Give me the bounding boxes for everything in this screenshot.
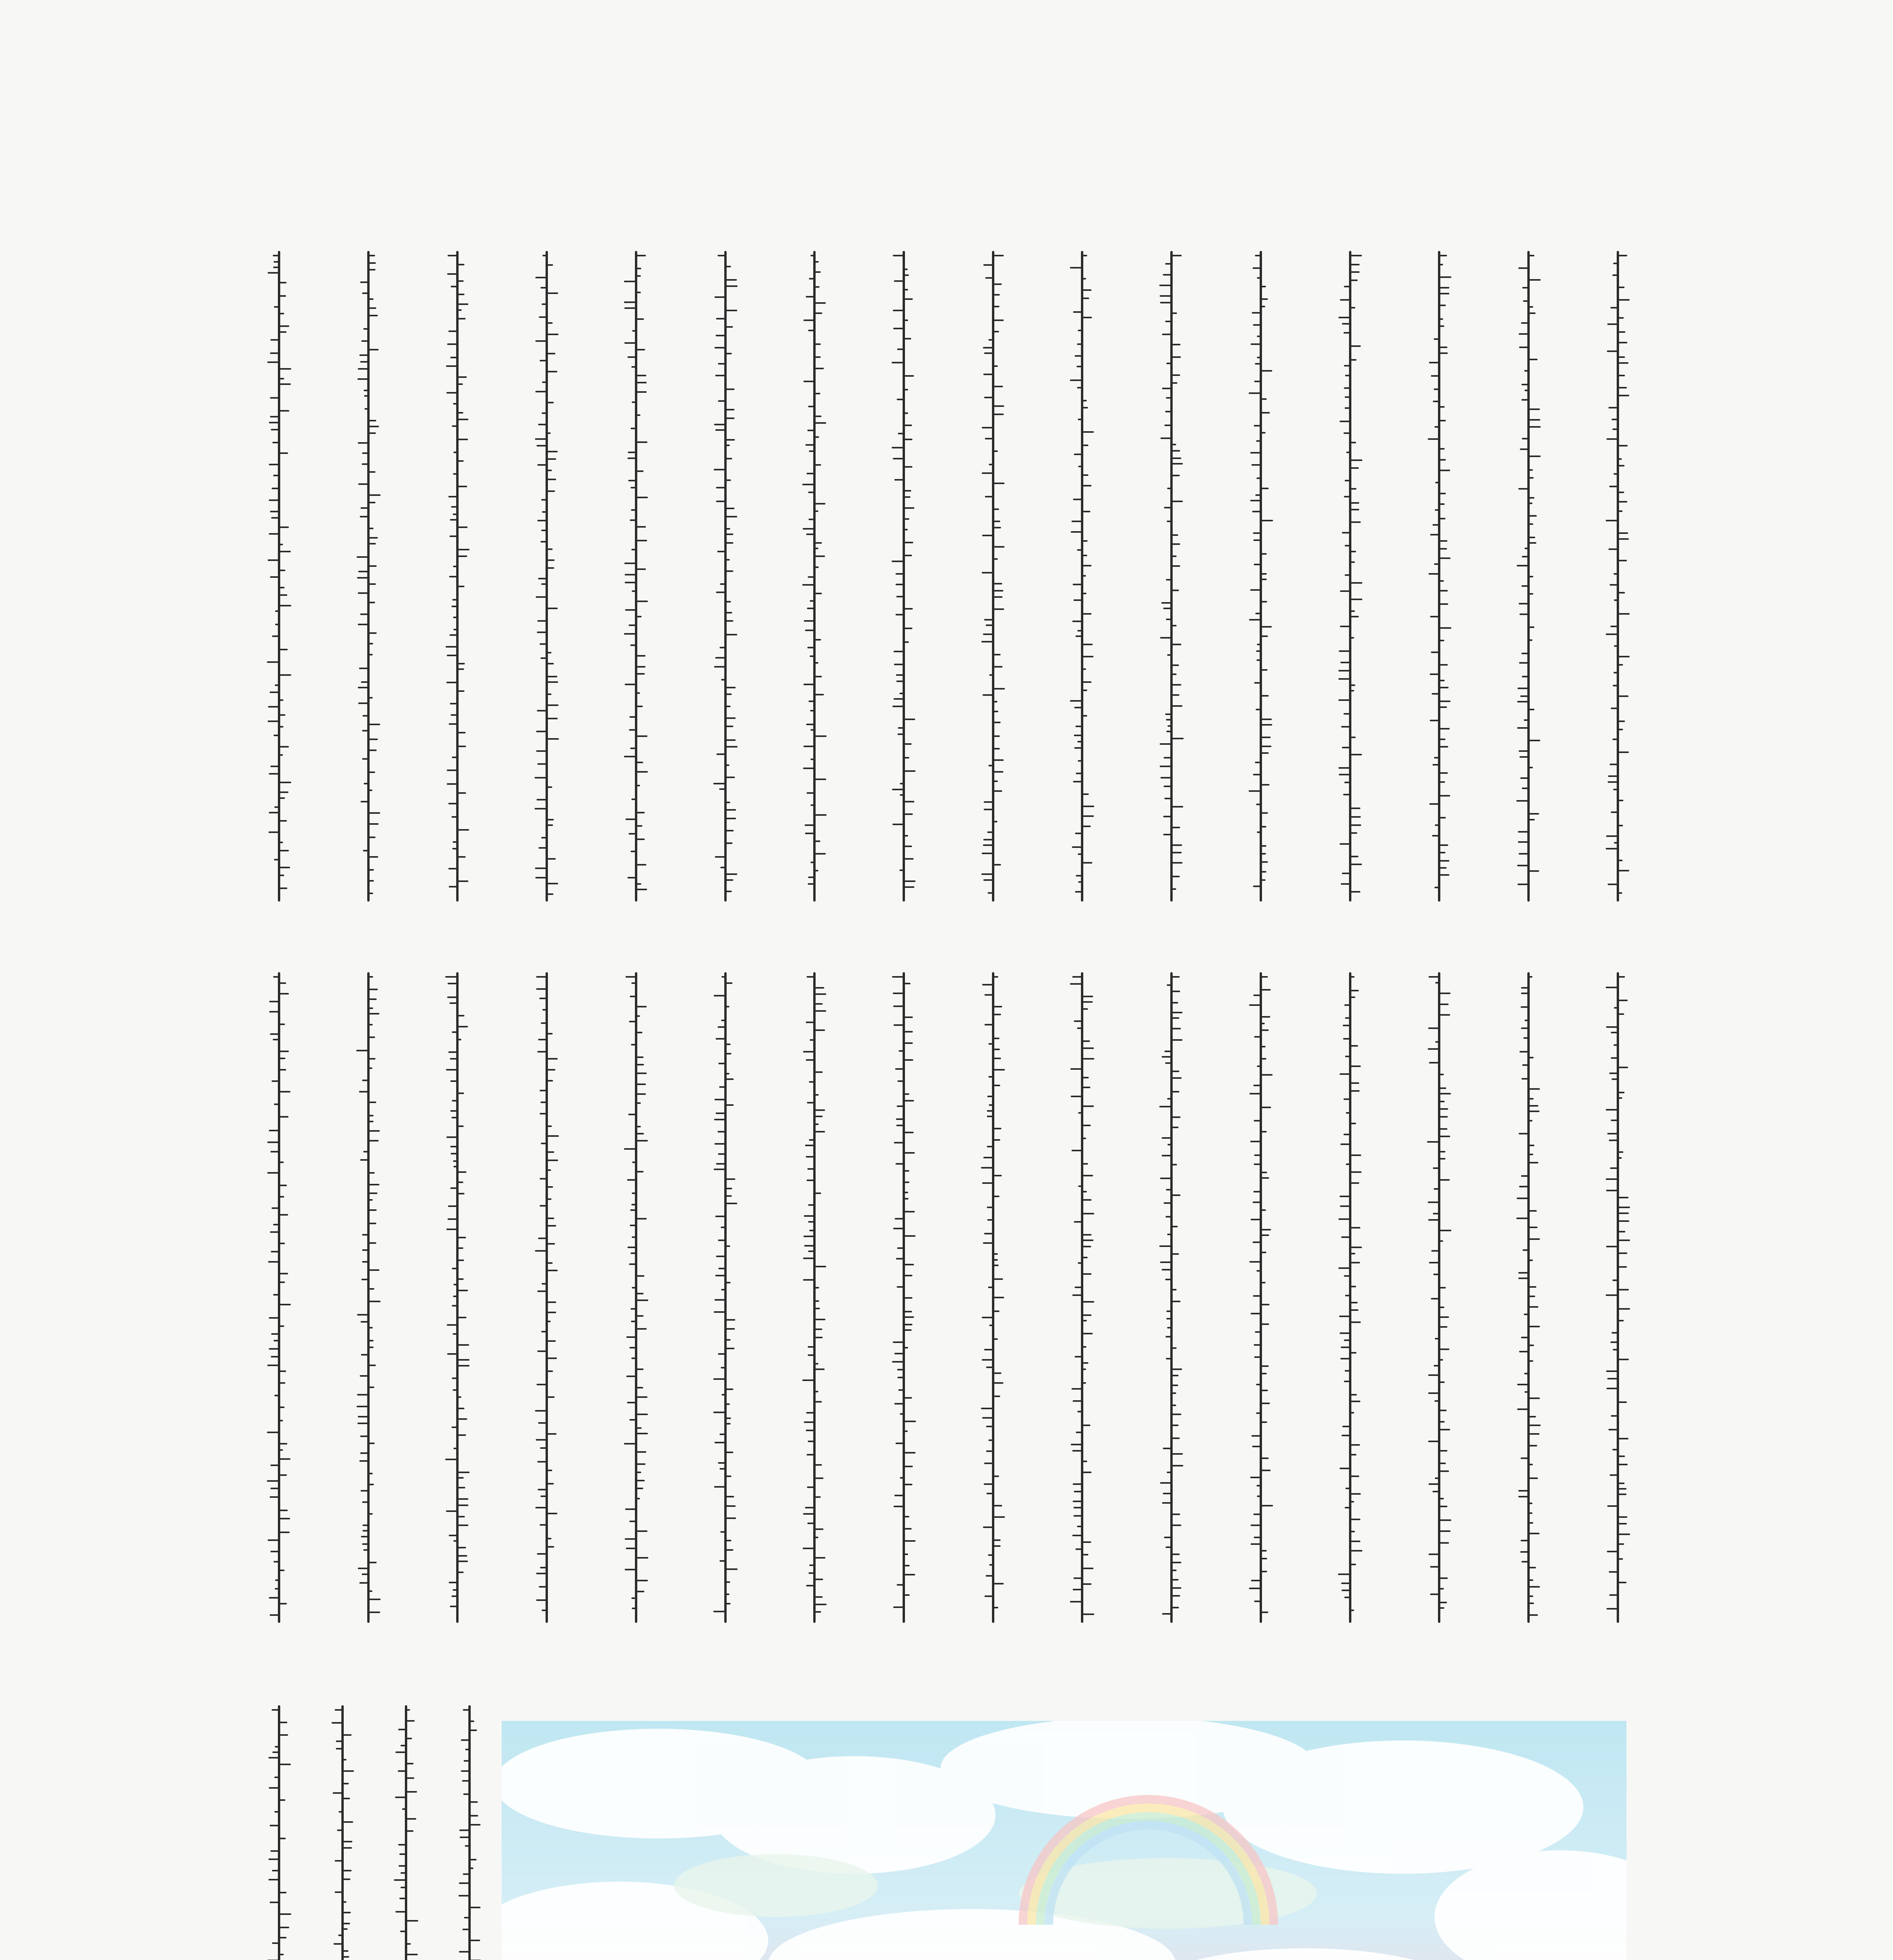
text-column: [985, 251, 1002, 902]
text-column: [270, 251, 288, 902]
text-column: [1609, 972, 1626, 1623]
text-column: [806, 251, 823, 902]
text-column: [1073, 251, 1091, 902]
beach-couple-illustration: [502, 1721, 1626, 1960]
text-column: [717, 972, 734, 1623]
text-column: [1252, 251, 1269, 902]
text-column: [1252, 972, 1269, 1623]
text-column: [449, 251, 466, 902]
article-text-top-right: [270, 251, 1626, 902]
text-column: [1431, 972, 1448, 1623]
text-column: [806, 972, 823, 1623]
text-column: [461, 1705, 478, 1960]
text-column: [1342, 972, 1359, 1623]
article-text-bottom: [270, 1705, 478, 1960]
text-column: [270, 1705, 288, 1960]
text-column: [1431, 251, 1448, 902]
text-column: [1342, 251, 1359, 902]
article-text-top-left: [270, 972, 1626, 1623]
text-column: [1609, 251, 1626, 902]
text-column: [1520, 251, 1537, 902]
text-column: [985, 972, 1002, 1623]
text-column: [538, 251, 555, 902]
text-column: [334, 1705, 351, 1960]
text-column: [360, 972, 377, 1623]
text-column: [360, 251, 377, 902]
text-column: [717, 251, 734, 902]
text-column: [895, 972, 912, 1623]
text-column: [895, 251, 912, 902]
text-column: [1073, 972, 1091, 1623]
text-column: [538, 972, 555, 1623]
text-column: [270, 972, 288, 1623]
text-column: [1163, 972, 1180, 1623]
text-column: [627, 251, 645, 902]
text-column: [627, 972, 645, 1623]
text-column: [397, 1705, 415, 1960]
text-column: [1163, 251, 1180, 902]
text-column: [1520, 972, 1537, 1623]
text-column: [449, 972, 466, 1623]
